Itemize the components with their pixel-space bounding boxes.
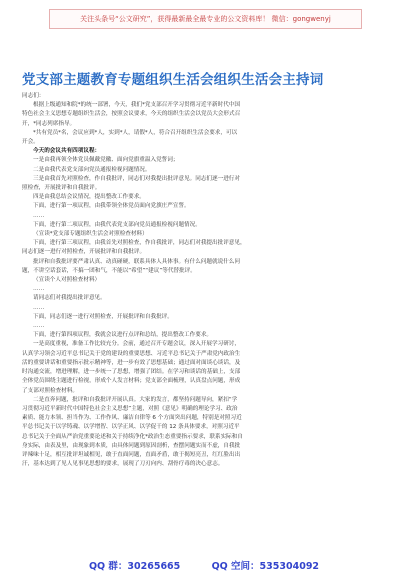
paragraph-line: 活的重要讲话和重要指示批示精神等，进一步有效了思想基础；通过面对面谈心谈话，及 <box>22 359 241 366</box>
footer-contact <box>0 558 408 572</box>
paragraph-line: 一是由我再领全体党员佩戴党徽、面向党旗重温入党誓词； <box>33 157 179 164</box>
paragraph-line: 同志们： <box>22 93 45 99</box>
paragraph-line: 汗，基本达到了见人见事见思想的要求，展现了刀刃向内、刮骨疗毒的决心意志。 <box>22 461 224 468</box>
paragraph-line: 开，*同志列席指导。 <box>22 120 76 127</box>
paragraph-line: …… <box>33 286 45 293</box>
document-body <box>22 92 384 552</box>
paragraph-line: …… <box>33 304 45 311</box>
paragraph-line: 习贯彻习近平新时代中国特色社会主义思想”主题，对照《意见》明确的理论学习、政治 <box>22 405 238 412</box>
paragraph-line: 素质、能力本领、担当作为、工作作风、廉洁自律等 6 个方面突出问题，特别是对照习近 <box>22 415 242 422</box>
footer-qq-space: QQ 空间：535304092 <box>211 561 320 572</box>
paragraph-line: 下面，进行第四项议程，我就会议进行点评和总结，提出整改工作要求。 <box>33 332 213 339</box>
paragraph-line: 下面，进行第一项议程，由我带领全体党员面向党旗庄严宣誓。 <box>33 203 190 210</box>
footer-qq-group: QQ 群：30265665 <box>88 561 181 572</box>
paragraph-line: （宣读个人对照检查材料） <box>33 277 101 284</box>
paragraph-line: 全体党员围绕主题进行检视，形成个人发言材料；党支部全面梳理，认真盘点问题，形成 <box>22 378 241 385</box>
paragraph-line: 根据上级通知和院*的统一部署，今天，我们*党支部召开学习贯彻习近平新时代中国 <box>33 102 240 109</box>
paragraph-line: （宣读*党支部专题组织生活会对照检查材料） <box>33 231 148 238</box>
paragraph-line: …… <box>33 212 45 219</box>
paragraph-line: 下面，进行第三项议程，由我首先对照检查，作自我批评，同志们对我提出批评意见， <box>33 240 246 247</box>
paragraph-line: 二是由我代表党支部向党员通报检视问题情况。 <box>33 166 151 173</box>
paragraph-line: 今天的会议共有四项议程： <box>33 148 101 155</box>
paragraph-line: 二是直奔问题，批评和自我批评开展认真。大家的发言，都坚持问题导向，紧扣“学 <box>33 396 238 403</box>
paragraph-line: 特色社会主义思想专题组织生活会，按照会议要求，今天的组织生活会以党员大会形式召 <box>22 111 241 118</box>
paragraph-line: 认真学习领会习近平总书记关于党的建设的重要思想、习近平总书记关于严肃党内政治生 <box>22 350 241 357</box>
promo-banner: 关注头条号“公文研究”，获得最新最全最专业的公文资料库！ 微信：gongwenyj <box>49 9 362 29</box>
paragraph-line: 身实际，由表及里，由现象到本质，由具体问题到原因剖析，查摆问题实而不虚，自我批 <box>22 442 241 449</box>
paragraph-line: 评辣味十足，相互批评坦诚相见，敢于直面问题，直面矛盾，敢于揭短亮丑，红红脸出出 <box>22 451 241 458</box>
paragraph-line: 照检查，开展批评和自我批评。 <box>22 185 101 192</box>
paragraph-line: 下面，同志们逐一进行对照检查，开展批评和自我批评。 <box>33 313 173 320</box>
paragraph-line: 时沟通交流，增进理解，进一步统一了思想，增强了团结。在学习和谈话的基础上，支部 <box>22 369 241 376</box>
paragraph-line: 三是由我首先对照检查，作自我批评，同志们对我提出批评意见。同志们逐一进行对 <box>33 175 240 182</box>
paragraph-line: 批评和自我批评要严肃认真、动真碰硬，联系具体人具体事。有什么问题就说什么问 <box>33 258 240 265</box>
paragraph-line: 了支部对照检查材料。 <box>22 387 78 394</box>
paragraph-line: 下面，进行第二项议程，由我代表党支部向党员通报检视问题情况。 <box>33 221 201 228</box>
paragraph-line: …… <box>33 323 45 330</box>
paragraph-line: *共有党员*名，会议应到*人，实到*人，请假*人，符合召开组织生活会要求，可以 <box>33 129 238 136</box>
paragraph-line: 一是高度重视，准备工作比较充分。会前，通过召开专题会议，深入开展学习研讨， <box>33 341 240 348</box>
page-title: 党支部主题教育专题组织生活会组织生活会主持词 <box>22 72 324 88</box>
paragraph-line: 题，不讲空话套话，不搞一团和气，不能以“希望”“建议”等代替批评。 <box>22 267 196 274</box>
paragraph-line: 总书记关于全面从严治党重要论述和关于持续净化*政治生态重要指示要求，联系实际和自 <box>22 433 243 440</box>
paragraph-line: 请同志们对我提出批评意见。 <box>33 295 106 302</box>
paragraph-line: 平总书记关于以学铸魂、以学增智、以学正风、以学促干的 12 条具体要求，对照习近平 <box>22 424 240 431</box>
paragraph-line: 开会。 <box>22 139 39 146</box>
paragraph-line: 同志们逐一进行对照检查，开展批评和自我批评。 <box>22 249 146 256</box>
paragraph-line: 四是由我总结会议情况，提出整改工作要求。 <box>33 194 145 201</box>
